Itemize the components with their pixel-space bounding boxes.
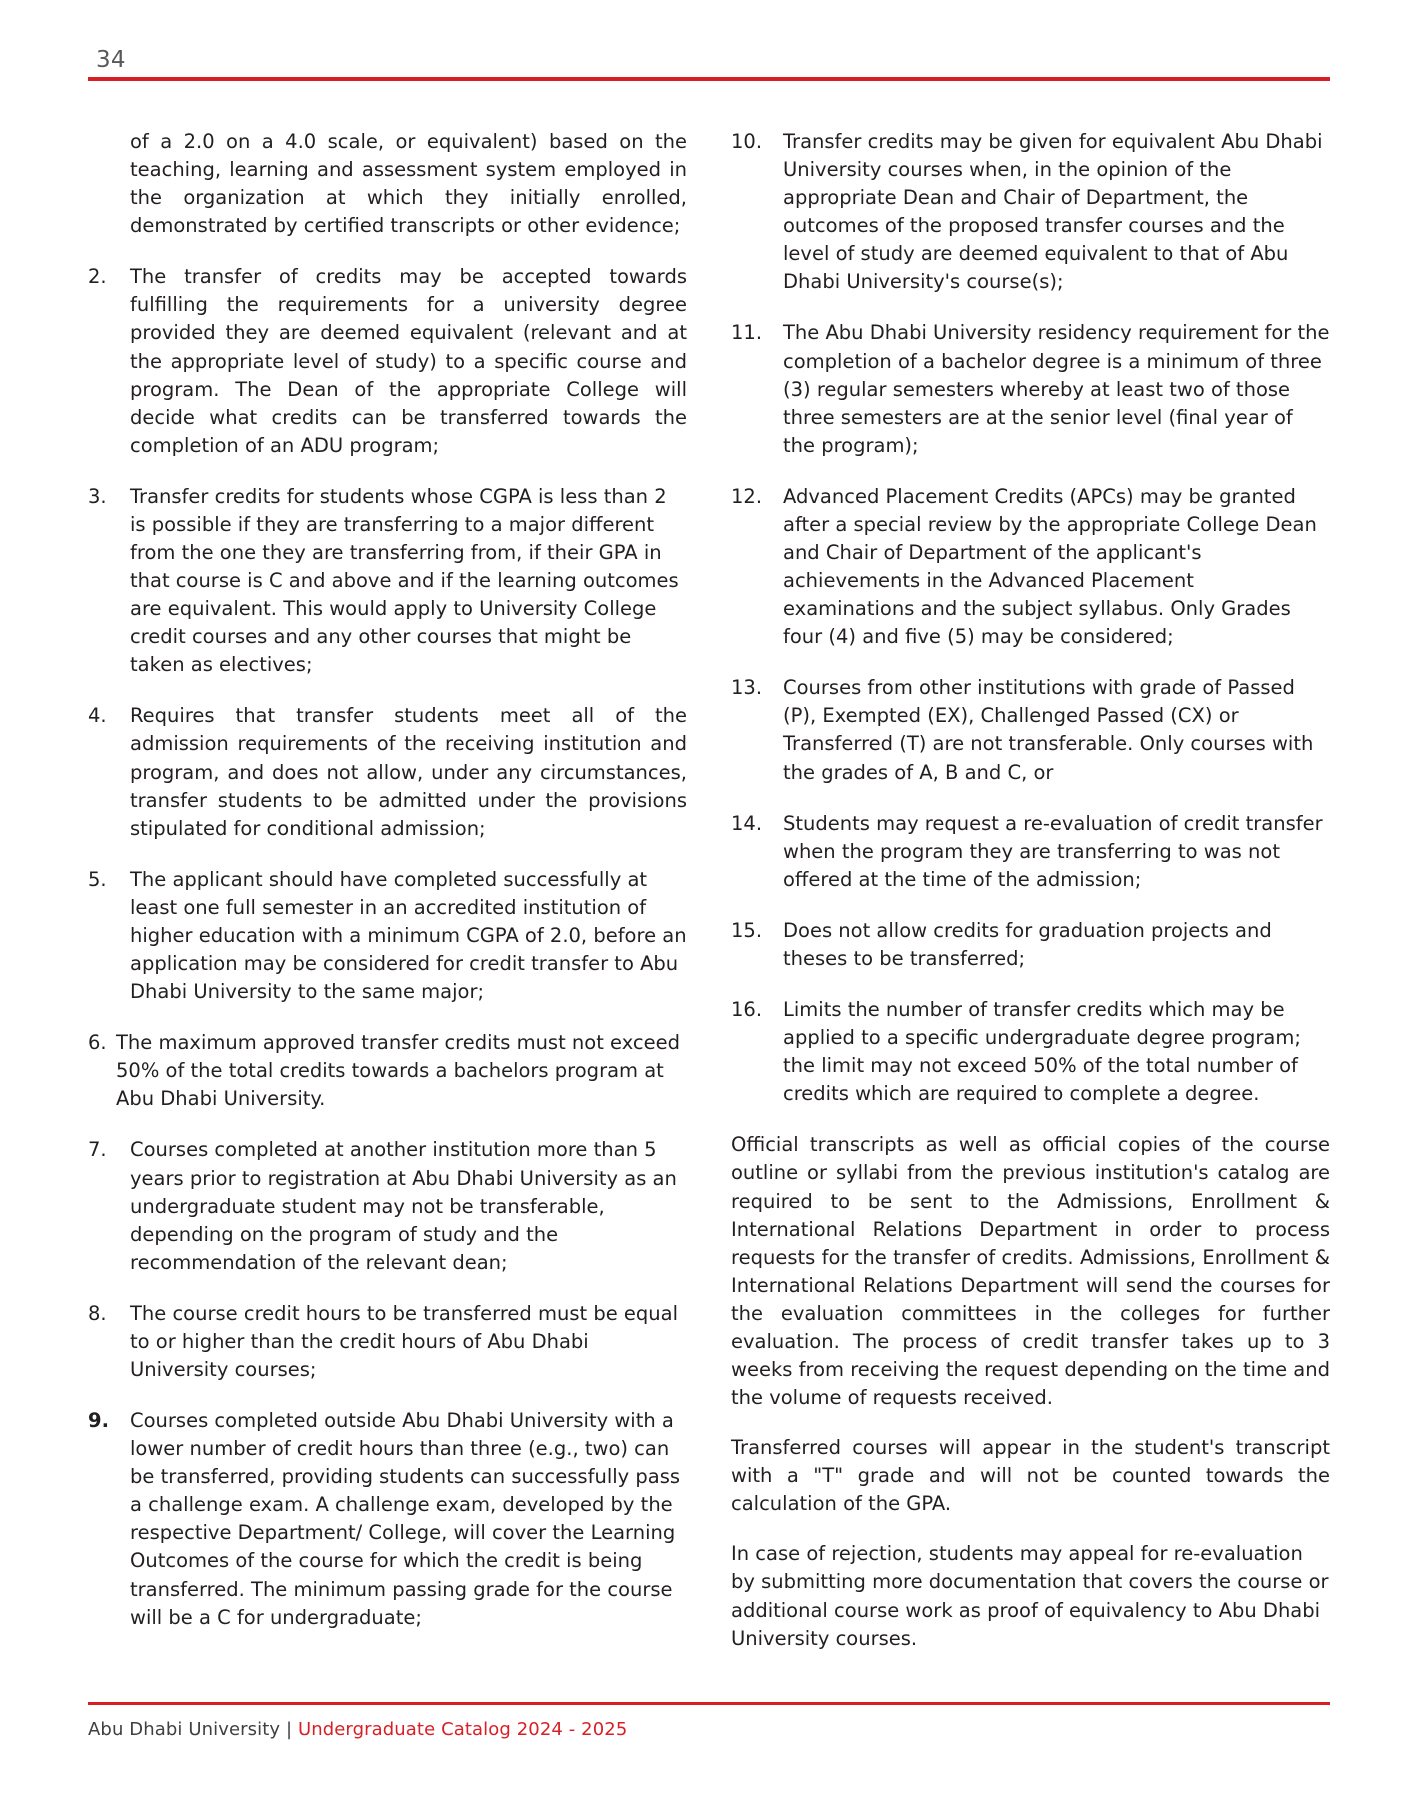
- list-item: [88, 1300, 687, 1384]
- list-item: [88, 1407, 687, 1632]
- footer-divider: [88, 1702, 1330, 1705]
- list-item-text: Courses completed outside Abu Dhabi University with a lower number of credit hours than three (e.g., two) can be transferred, providing students can successfully pass a challenge exam. A challenge exam, developed by the respective Department/ College, will cover the Learning Outcomes of the course for which the credit is being transferred. The minimum passing grade for the course will be a C for undergraduate;: [130, 1409, 681, 1629]
- page-number: 34: [96, 47, 126, 73]
- list-item: [731, 483, 1330, 651]
- list-item-number: 7.: [88, 1138, 107, 1162]
- list-item: [731, 810, 1330, 894]
- list-item-number: 8.: [88, 1301, 107, 1325]
- footer-university-name: Abu Dhabi University: [88, 1719, 281, 1740]
- body-paragraph: Official transcripts as well as official copies of the course outline or syllabi from the previous institution's catalog are required to be sent to the Admissions, Enrollment & International Relations Department in order to process requests for the transfer of credits. Admissions, Enrollment & International Relations Department will send the courses for the evaluation committees in the colleges for further evaluation. The process of credit transfer takes up to 3 weeks from receiving the request depending on the time and the volume of requests received.: [731, 1133, 1330, 1410]
- list-item-number: 10.: [731, 130, 763, 153]
- list-item-number: 13.: [731, 676, 763, 700]
- list-item-number: 14.: [731, 811, 763, 835]
- footer-catalog-name: Undergraduate Catalog 2024 - 2025: [297, 1719, 628, 1740]
- list-item-number: 15.: [731, 918, 763, 942]
- list-item: [88, 866, 687, 1006]
- list-item-text: Transfer credits for students whose CGPA is less than 2 is possible if they are transferring to a major different from the one they are transferring from, if their GPA in that course is C and above and if the learning outcomes are equivalent. This would apply to University College credit courses and any other courses that might be taken as electives;: [130, 484, 679, 677]
- list-item-number: 6.: [88, 1031, 107, 1055]
- list-item: [88, 483, 687, 680]
- body-paragraph: Transferred courses will appear in the student's transcript with a "T" grade and will not be counted towards the calculation of the GPA.: [731, 1436, 1330, 1516]
- list-item-number: 11.: [731, 321, 763, 345]
- list-item-number: 5.: [88, 867, 107, 891]
- list-item: [731, 674, 1330, 786]
- list-item-text: Requires that transfer students meet all of the admission requirements of the receiving institution and program, and does not allow, under any circumstances, transfer students to be admitted under the provisions stipulated for conditional admission;: [130, 704, 687, 840]
- list-item-text: Courses from other institutions with grade of Passed (P), Exempted (EX), Challenged Passed (CX) or Transferred (T) are not transferable. Only courses with the grades of A, B and C, or: [783, 676, 1314, 784]
- list-item-text: Transfer credits may be given for equivalent Abu Dhabi University courses when, in the opinion of the appropriate Dean and Chair of Department, the outcomes of the proposed transfer courses and the level of study are deemed equivalent to that of Abu Dhabi University's course(s);: [783, 130, 1323, 294]
- list-item-text: The applicant should have completed successfully at least one full semester in an accredited institution of higher education with a minimum CGPA of 2.0, before an application may be considered for credit transfer to Abu Dhabi University to the same major;: [130, 867, 687, 1004]
- continuation-paragraph: of a 2.0 on a 4.0 scale, or equivalent) based on the teaching, learning and assessment system employed in the organization at which they initially enrolled, demonstrated by certified transcripts or other evidence;: [130, 130, 687, 238]
- list-item-text: The transfer of credits may be accepted towards fulfilling the requirements for a university degree provided they are deemed equivalent (relevant and at the appropriate level of study) to a specific course and program. The Dean of the appropriate College will decide what credits can be transferred towards the completion of an ADU program;: [130, 265, 687, 457]
- list-item-number: 3.: [88, 484, 107, 508]
- list-item: [731, 917, 1330, 973]
- list-item-number: 4.: [88, 704, 107, 728]
- footer-separator: |: [280, 1719, 298, 1740]
- list-item-text: Does not allow credits for graduation projects and theses to be transferred;: [783, 918, 1272, 970]
- page-header: [88, 48, 1330, 81]
- list-item-text: Limits the number of transfer credits which may be applied to a specific undergraduate degree program; the limit may not exceed 50% of the total number of credits which are required to complete a degree.: [783, 998, 1301, 1106]
- list-item-text: The maximum approved transfer credits must not exceed 50% of the total credits towards a bachelors program at Abu Dhabi University.: [116, 1031, 681, 1111]
- header-divider: [88, 77, 1330, 81]
- list-item-text: The course credit hours to be transferred must be equal to or higher than the credit hours of Abu Dhabi University courses;: [130, 1301, 679, 1381]
- list-item-number: 2.: [88, 265, 107, 289]
- list-item: [88, 263, 687, 460]
- list-item: [731, 128, 1330, 296]
- list-item: [88, 1136, 687, 1276]
- right-column: [731, 128, 1330, 1675]
- list-item-text: Advanced Placement Credits (APCs) may be granted after a special review by the appropriate College Dean and Chair of Department of the applicant's achievements in the Advanced Placement examinations and the subject syllabus. Only Grades four (4) and five (5) may be considered;: [783, 484, 1317, 649]
- list-item-number: 16.: [731, 998, 763, 1022]
- content-columns: [88, 128, 1330, 1675]
- list-item: [88, 1029, 687, 1113]
- list-item-text: The Abu Dhabi University residency requirement for the completion of a bachelor degree is a minimum of three (3) regular semesters whereby at least two of those three semesters are at the senior level (final year of the program);: [783, 321, 1330, 457]
- list-item-text: Students may request a re-evaluation of credit transfer when the program they are transferring to was not offered at the time of the admission;: [783, 811, 1323, 891]
- list-item-number: 12.: [731, 484, 763, 508]
- page-footer: [88, 1702, 1330, 1740]
- list-item: [731, 319, 1330, 459]
- footer-text: [88, 1719, 1330, 1740]
- list-item-number: 9.: [88, 1409, 109, 1433]
- list-item: [731, 996, 1330, 1108]
- body-paragraph: In case of rejection, students may appeal for re-evaluation by submitting more documentation that covers the course or additional course work as proof of equivalency to Abu Dhabi University courses.: [731, 1542, 1329, 1650]
- left-column: [88, 128, 687, 1675]
- list-item: [88, 702, 687, 842]
- list-item-text: Courses completed at another institution more than 5 years prior to registration at Abu Dhabi University as an undergraduate student may not be transferable, depending on the program of study and the recommendation of the relevant dean;: [130, 1138, 677, 1274]
